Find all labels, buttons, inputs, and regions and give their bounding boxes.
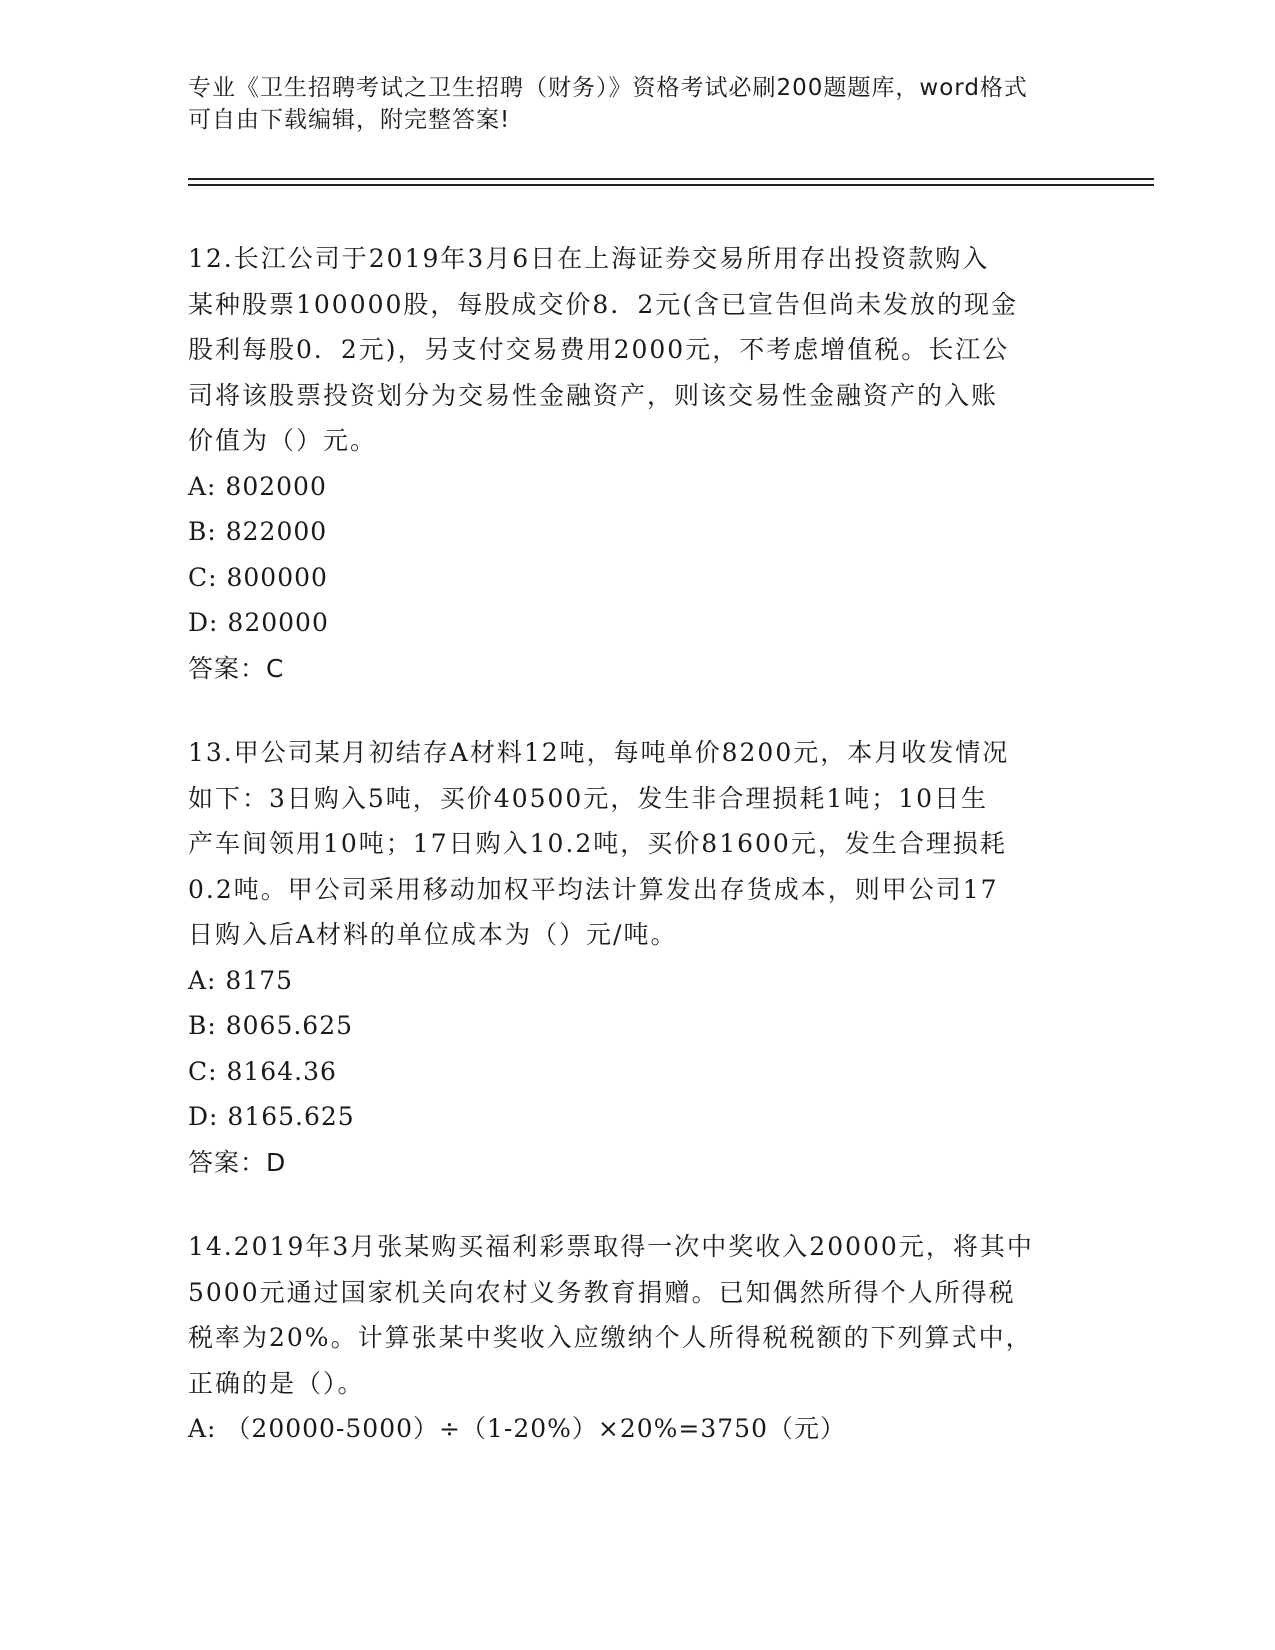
option-d: D: 820000 bbox=[188, 608, 329, 637]
question-stem-line: 产车间领用10吨；17日购入10.2吨，买价81600元，发生合理损耗 bbox=[188, 829, 1007, 858]
question-stem-line: 价值为（）元。 bbox=[188, 426, 378, 455]
question-stem-line: 日购入后A材料的单位成本为（）元/吨。 bbox=[188, 920, 678, 949]
header-divider-bottom bbox=[188, 184, 1154, 186]
question-stem-line: 股利每股0．2元)，另支付交易费用2000元，不考虑增值税。长江公 bbox=[188, 335, 1010, 364]
option-c: C: 800000 bbox=[188, 562, 328, 592]
question-stem-line: 14.2019年3月张某购买福利彩票取得一次中奖收入20000元，将其中 bbox=[188, 1232, 1034, 1261]
option-a: A: （20000-5000）÷（1-20%）×20%=3750（元） bbox=[188, 1414, 846, 1443]
option-c: C: 8164.36 bbox=[188, 1056, 337, 1086]
question-list bbox=[188, 236, 1088, 1452]
question-stem-line: 正确的是（）。 bbox=[188, 1368, 365, 1398]
question-stem-line: 5000元通过国家机关向农村义务教育捐赠。已知偶然所得个人所得税 bbox=[188, 1277, 1016, 1307]
question-13 bbox=[188, 730, 1088, 1185]
header-divider-top bbox=[188, 178, 1154, 180]
option-b: B: 822000 bbox=[188, 517, 328, 546]
question-stem-line: 0.2吨。甲公司采用移动加权平均法计算发出存货成本，则甲公司17 bbox=[188, 874, 999, 904]
option-b: B: 8065.625 bbox=[188, 1011, 354, 1040]
question-stem-line: 12.长江公司于2019年3月6日在上海证券交易所用存出投资款购入 bbox=[188, 244, 990, 273]
question-14 bbox=[188, 1224, 1088, 1452]
header-line-2: 可自由下载编辑，附完整答案! bbox=[188, 107, 511, 133]
question-spacer bbox=[188, 691, 1088, 730]
question-stem-line: 税率为20%。计算张某中奖收入应缴纳个人所得税税额的下列算式中， bbox=[188, 1323, 1033, 1352]
document-header bbox=[188, 72, 1068, 136]
answer-label: 答案：D bbox=[188, 1147, 287, 1177]
option-a: A: 802000 bbox=[188, 471, 327, 501]
question-stem-line: 如下：3日购入5吨，买价40500元，发生非合理损耗1吨；10日生 bbox=[188, 783, 989, 813]
option-d: D: 8165.625 bbox=[188, 1102, 355, 1131]
answer-label: 答案：C bbox=[188, 653, 285, 683]
question-stem-line: 某种股票100000股，每股成交价8．2元(含已宣告但尚未发放的现金 bbox=[188, 289, 1019, 319]
question-spacer bbox=[188, 1185, 1088, 1224]
question-stem-line: 司将该股票投资划分为交易性金融资产，则该交易性金融资产的入账 bbox=[188, 380, 999, 410]
option-a: A: 8175 bbox=[188, 965, 294, 995]
header-line-1: 专业《卫生招聘考试之卫生招聘（财务）》资格考试必刷200题题库，word格式 bbox=[188, 75, 1028, 101]
question-12 bbox=[188, 236, 1088, 691]
question-stem-line: 13.甲公司某月初结存A材料12吨，每吨单价8200元，本月收发情况 bbox=[188, 738, 1010, 767]
